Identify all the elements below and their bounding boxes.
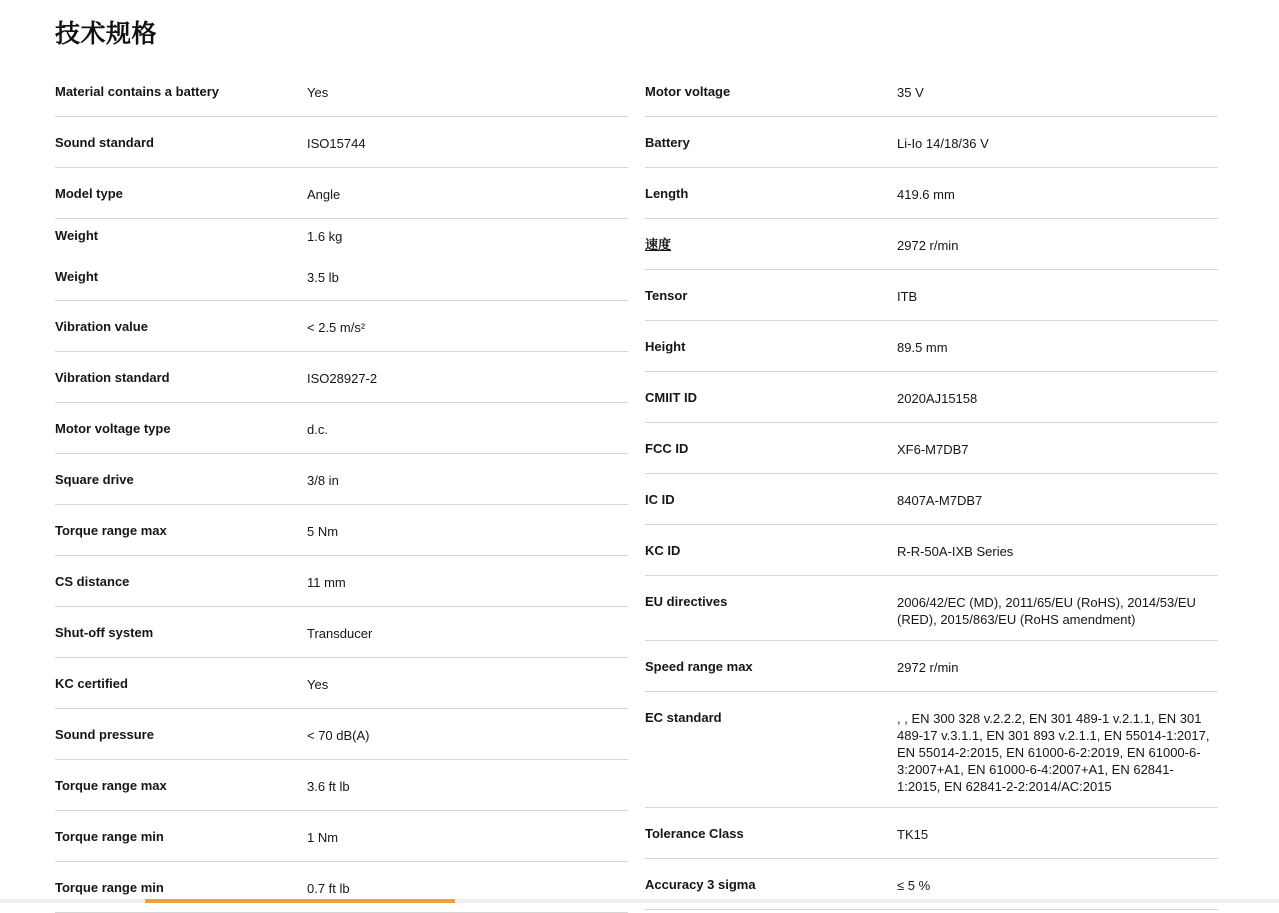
spec-value: Li-Io 14/18/36 V (897, 136, 989, 151)
spec-value: R-R-50A-IXB Series (897, 544, 1014, 559)
spec-value: 2972 r/min (897, 660, 959, 675)
table-row (55, 709, 628, 760)
spec-label: Height (645, 339, 686, 354)
spec-value: TK15 (897, 827, 929, 842)
table-row (55, 607, 628, 658)
table-row (55, 658, 628, 709)
spec-label: KC ID (645, 543, 681, 558)
spec-label: Vibration value (55, 319, 148, 334)
spec-value: 0.7 ft lb (307, 881, 350, 896)
spec-value: 2006/42/EC (MD), 2011/65/EU (RoHS), 2014/53/EU (RED), 2015/863/EU (RoHS amendment) (897, 595, 1196, 627)
table-row (645, 423, 1218, 474)
spec-value: , , EN 300 328 v.2.2.2, EN 301 489-1 v.2.1.1, EN 301 489-17 v.3.1.1, EN 301 893 v.2.1.1, EN 55014-1:2017, EN 55014-2:2015, EN 61000-6-2:2019, EN 61000-6-3:2007+A1, EN 61000-6-4:2007+A1, EN 62841-1:2015, EN 62841-2-2:2014/AC:2015 (897, 711, 1210, 794)
table-row (645, 321, 1218, 372)
spec-value: 419.6 mm (897, 187, 955, 202)
spec-label: Battery (645, 135, 690, 150)
table-row (645, 270, 1218, 321)
spec-value: 2972 r/min (897, 238, 959, 253)
spec-label: KC certified (55, 676, 128, 691)
spec-label: CMIIT ID (645, 390, 697, 405)
spec-value: Angle (307, 187, 341, 202)
spec-label: Square drive (55, 472, 134, 487)
spec-label: Tolerance Class (645, 826, 744, 841)
spec-value: 3.6 ft lb (307, 779, 350, 794)
spec-label: Torque range min (55, 880, 164, 895)
table-row (645, 576, 1218, 641)
spec-value: XF6-M7DB7 (897, 442, 969, 457)
table-row (55, 505, 628, 556)
spec-label: Motor voltage type (55, 421, 171, 436)
table-row (55, 301, 628, 352)
spec-label: Model type (55, 186, 123, 201)
table-row (645, 66, 1218, 117)
spec-value: < 2.5 m/s² (307, 320, 366, 335)
table-row (55, 66, 628, 117)
table-row (645, 168, 1218, 219)
spec-value: ISO15744 (307, 136, 366, 151)
scrollbar-horizontal[interactable] (0, 898, 1279, 903)
table-row (55, 352, 628, 403)
spec-label: Torque range min (55, 829, 164, 844)
spec-label: CS distance (55, 574, 130, 589)
spec-value: 3/8 in (307, 473, 339, 488)
spec-label: EU directives (645, 594, 728, 609)
spec-label: IC ID (645, 492, 675, 507)
table-row (55, 760, 628, 811)
table-row (645, 808, 1218, 859)
spec-value: ISO28927-2 (307, 371, 378, 386)
spec-columns (55, 66, 1224, 913)
spec-value: 89.5 mm (897, 340, 948, 355)
spec-label: Speed range max (645, 659, 753, 674)
spec-value: Yes (307, 677, 329, 692)
table-row (645, 641, 1218, 692)
spec-column-left (55, 66, 628, 913)
scrollbar-thumb[interactable] (145, 899, 455, 903)
table-row (55, 219, 628, 260)
table-row (55, 117, 628, 168)
spec-label: FCC ID (645, 441, 689, 456)
table-row (645, 692, 1218, 808)
spec-label: Torque range max (55, 778, 167, 793)
spec-value: Transducer (307, 626, 373, 641)
spec-label: 速度 (645, 237, 672, 252)
spec-value: 1 Nm (307, 830, 339, 845)
table-row (55, 862, 628, 913)
spec-label: Vibration standard (55, 370, 170, 385)
spec-value: ≤ 5 % (897, 878, 931, 893)
table-row (55, 556, 628, 607)
spec-value: 11 mm (307, 575, 346, 590)
table-row (55, 168, 628, 219)
spec-value: 3.5 lb (307, 270, 339, 285)
spec-value: 2020AJ15158 (897, 391, 978, 406)
spec-value: ITB (897, 289, 918, 304)
spec-value: 35 V (897, 85, 924, 100)
spec-label: Accuracy 3 sigma (645, 877, 756, 892)
spec-value: d.c. (307, 422, 328, 437)
spec-label: Motor voltage (645, 84, 731, 99)
table-row (645, 219, 1218, 270)
table-row (55, 403, 628, 454)
spec-value: 8407A-M7DB7 (897, 493, 983, 508)
spec-label: Torque range max (55, 523, 167, 538)
spec-value: Yes (307, 85, 329, 100)
spec-label: EC standard (645, 710, 722, 725)
spec-column-right (645, 66, 1218, 910)
spec-label: Sound pressure (55, 727, 154, 742)
spec-label: Weight (55, 228, 99, 243)
spec-label: Weight (55, 269, 99, 284)
spec-value: 5 Nm (307, 524, 339, 539)
scrollbar-track-left[interactable] (0, 899, 145, 903)
table-row (645, 474, 1218, 525)
table-row (55, 811, 628, 862)
table-row (645, 525, 1218, 576)
scrollbar-track-right[interactable] (455, 899, 1279, 903)
spec-label: Sound standard (55, 135, 154, 150)
spec-label: Length (645, 186, 689, 201)
spec-label: Shut-off system (55, 625, 154, 640)
spec-value: 1.6 kg (307, 229, 343, 244)
spec-value: < 70 dB(A) (307, 728, 370, 743)
spec-label: Tensor (645, 288, 688, 303)
table-row (55, 454, 628, 505)
table-row (645, 117, 1218, 168)
table-row (645, 372, 1218, 423)
spec-label: Material contains a battery (55, 84, 219, 99)
page-title: 技术规格 (55, 20, 158, 48)
table-row (55, 260, 628, 301)
